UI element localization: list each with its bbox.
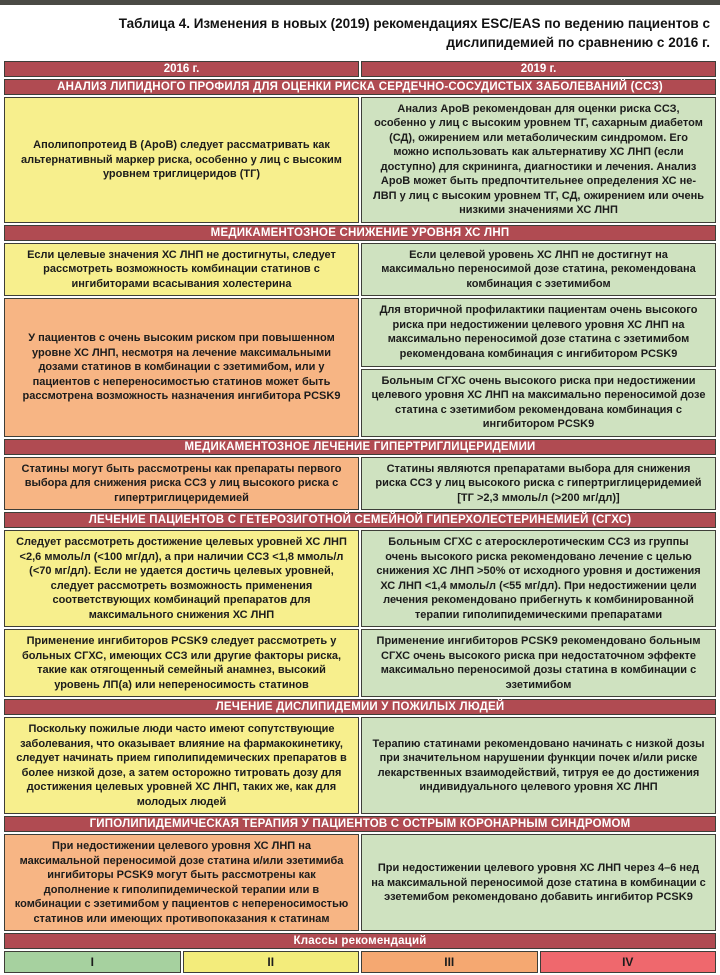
- comparison-table: [2, 59, 718, 975]
- cell-2019-ezetimibe: Если целевой уровень ХС ЛНП не достигнут на максимально переносимой дозе статина, рекомендована комбинация с эзетимибом: [361, 243, 716, 297]
- cell-2019-elderly: Терапию статинами рекомендовано начинать с низкой дозы при значительном нарушении функции почек и/или риске лекарственных взаимодействий, титруя ее до достижения индивидуального целевого уровня ХС ЛНП: [361, 717, 716, 814]
- cell-2019-apob: Анализ АроВ рекомендован для оценки риска ССЗ, особенно у лиц с высоким уровнем ТГ, сахарным диабетом (СД), ожирением или метаболическим синдромом. Его можно использовать как альтернативу ХС ЛНП (если доступно) для скрининга, диагностики и лечения. Анализ АроВ может быть предпочтительнее определения ХС не-ЛВП у лиц с высоким уровнем ТГ, СД, ожирением или очень низкими значениями ХС ЛНП: [361, 97, 716, 223]
- legend-class-iii: III: [361, 951, 538, 973]
- legend-strip: [4, 951, 716, 973]
- legend-class-iv: IV: [540, 951, 717, 973]
- table-title: Таблица 4. Изменения в новых (2019) рекомендациях ESC/EAS по ведению пациентов с дислипидемией по сравнению с 2016 г.: [118, 16, 710, 50]
- cell-2019-acs: При недостижении целевого уровня ХС ЛНП через 4–6 нед на максимальной переносимой дозе статина в комбинации с эзетемибом рекомендовано добавить ингибитор PCSK9: [361, 834, 716, 931]
- legend-class-ii: II: [183, 951, 360, 973]
- cell-2019-statins-htg: Статины являются препаратами выбора для снижения риска ССЗ у лиц высокого риска с гипертриглицеридемией [ТГ >2,3 ммоль/л (>200 мг/дл)]: [361, 457, 716, 511]
- cell-2016-ldl-combination: Если целевые значения ХС ЛНП не достигнуты, следует рассмотреть возможность комбинации статинов с ингибиторами всасывания холестерина: [4, 243, 359, 297]
- legend-class-i: I: [4, 951, 181, 973]
- cell-2016-fh-pcsk9: Применение ингибиторов PCSK9 следует рассмотреть у больных СГХС, имеющих ССЗ или другие факторы риска, такие как отягощенный семейный анамнез, высокий уровень ЛП(а) или непереносимость статинов: [4, 629, 359, 697]
- top-divider-bar: [0, 0, 720, 5]
- column-header-row: [4, 61, 716, 77]
- cell-2016-fh-targets: Следует рассмотреть достижение целевых уровней ХС ЛНП <2,6 ммоль/л (<100 мг/дл), а при наличии ССЗ <1,8 ммоль/л (<70 мг/дл). Если не удается достичь целевых уровней, следует рассмотреть возможность применения соответствующих комбинаций препаратов для максимального снижения ХС ЛНП: [4, 530, 359, 627]
- cell-2019-pcsk9-fh-very-high-risk: Больным СГХС очень высокого риска при недостижении целевого уровня ХС ЛНП на максимально переносимой дозе статина с эзетимибом рекомендована комбинация с ингибитором PCSK9: [361, 369, 716, 437]
- section-header-elderly: ЛЕЧЕНИЕ ДИСЛИПИДЕМИИ У ПОЖИЛЫХ ЛЮДЕЙ: [4, 699, 716, 715]
- section-header-familial-hypercholesterolemia: ЛЕЧЕНИЕ ПАЦИЕНТОВ С ГЕТЕРОЗИГОТНОЙ СЕМЕЙНОЙ ГИПЕРХОЛЕСТЕРИНЕМИЕЙ (СГХС): [4, 512, 716, 528]
- cell-2016-apob: Аполипопротеид В (АроВ) следует рассматривать как альтернативный маркер риска, особенно у лиц с высоким уровнем триглицеридов (ТГ): [4, 97, 359, 223]
- column-header-2019: 2019 г.: [361, 61, 716, 77]
- section-header-ldl-lowering: МЕДИКАМЕНТОЗНОЕ СНИЖЕНИЕ УРОВНЯ ХС ЛНП: [4, 225, 716, 241]
- section-header-hypertriglyceridemia: МЕДИКАМЕНТОЗНОЕ ЛЕЧЕНИЕ ГИПЕРТРИГЛИЦЕРИДЕМИИ: [4, 439, 716, 455]
- section-header-acs: ГИПОЛИПИДЕМИЧЕСКАЯ ТЕРАПИЯ У ПАЦИЕНТОВ С ОСТРЫМ КОРОНАРНЫМ СИНДРОМОМ: [4, 816, 716, 832]
- cell-2016-elderly: Поскольку пожилые люди часто имеют сопутствующие заболевания, что оказывает влияние на фармакокинетику, следует начинать прием гиполипидемических препаратов в более низкой дозе, а затем осторожно титровать дозу для достижения целевых уровней ХС ЛНП, таких же, как для молодых людей: [4, 717, 359, 814]
- cell-2016-statins-htg: Статины могут быть рассмотрены как препараты первого выбора для снижения риска ССЗ у лиц высокого риска с гипертриглицеридемией: [4, 457, 359, 511]
- cell-2019-fh-pcsk9: Применение ингибиторов PCSK9 рекомендовано больным СГХС очень высокого риска при недостаточном эффекте максимально переносимой дозы статина в комбинации с эзетимибом: [361, 629, 716, 697]
- cell-2016-acs: При недостижении целевого уровня ХС ЛНП на максимальной переносимой дозе статина и/или эзетимиба ингибиторы PCSK9 могут быть рассмотрены как дополнение к гиполипидемической терапии или в комбинации с эзетимибом у пациентов с непереносимостью статинов или имеющих противопоказания к статинам: [4, 834, 359, 931]
- column-header-2016: 2016 г.: [4, 61, 359, 77]
- cell-2019-pcsk9-secondary-prevention: Для вторичной профилактики пациентам очень высокого риска при недостижении целевого уровня ХС ЛНП на максимально переносимой дозе статина с эзетимибом рекомендована комбинация с ингибитором PCSK9: [361, 298, 716, 366]
- section-header-lipid-profile: АНАЛИЗ ЛИПИДНОГО ПРОФИЛЯ ДЛЯ ОЦЕНКИ РИСКА СЕРДЕЧНО-СОСУДИСТЫХ ЗАБОЛЕВАНИЙ (ССЗ): [4, 79, 716, 95]
- legend-header: Классы рекомендаций: [4, 933, 716, 949]
- cell-2019-fh-targets: Больным СГХС с атеросклеротическим ССЗ из группы очень высокого риска рекомендовано лечение с целью снижения ХС ЛНП >50% от исходного уровня и достижения ХС ЛНП <1,4 ммоль/л (<55 мг/дл). При недостижении цели лечения рекомендовано прибегнуть к комбинированной терапии гиполипидемическими препаратами: [361, 530, 716, 627]
- cell-2016-pcsk9-consider: У пациентов с очень высоким риском при повышенном уровне ХС ЛНП, несмотря на лечение максимальными дозами статинов в комбинации с эзетимибом, или у пациентов с непереносимостью статинов может быть рассмотрена возможность назначения ингибитора PCSK9: [4, 298, 359, 436]
